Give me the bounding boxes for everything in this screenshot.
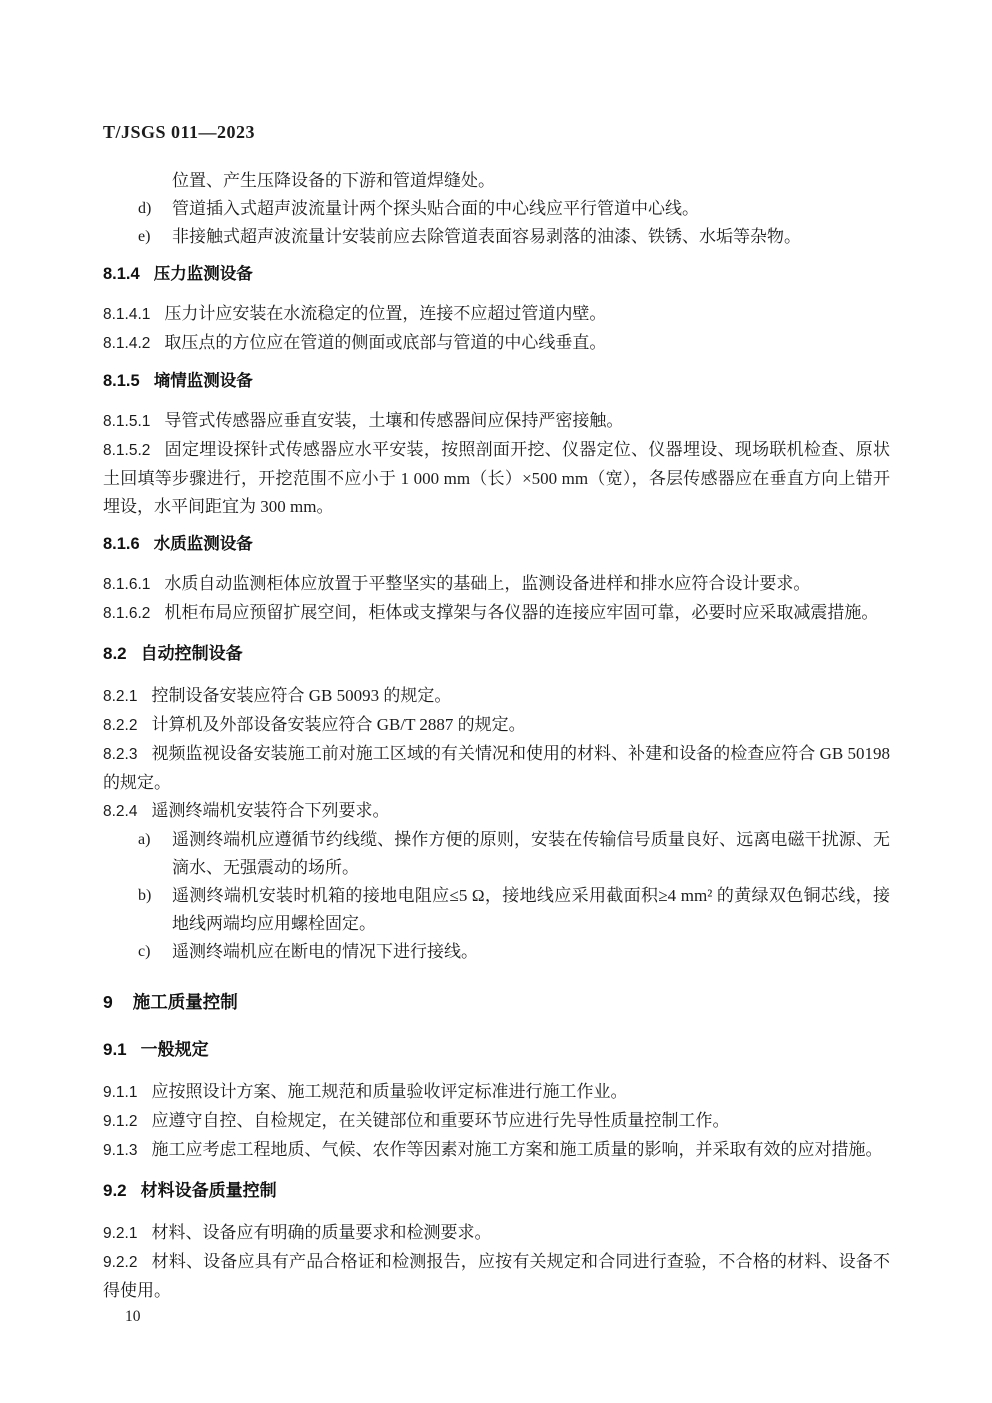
list-marker: e) xyxy=(138,228,151,245)
clause-text: 视频监视设备安装施工前对施工区域的有关情况和使用的材料、补建和设备的检查应符合 GB 50198的规定。 xyxy=(103,744,890,792)
clause-number: 9.2.2 xyxy=(103,1254,138,1271)
clause-number: 9.1.3 xyxy=(103,1142,138,1159)
clause-text: 导管式传感器应垂直安装，土壤和传感器间应保持严密接触。 xyxy=(164,411,624,430)
list-item-c xyxy=(103,938,890,966)
clause-9-1-2 xyxy=(103,1107,890,1136)
clause-text: 应按照设计方案、施工规范和质量验收评定标准进行施工作业。 xyxy=(151,1082,628,1101)
section-heading-8-1-6 xyxy=(103,532,890,556)
section-heading-9-1 xyxy=(103,1038,890,1062)
list-item-a xyxy=(103,826,890,882)
clause-number: 8.2.2 xyxy=(103,717,138,734)
clause-8-2-3 xyxy=(103,740,890,797)
clause-text: 机柜布局应预留扩展空间，柜体或支撑架与各仪器的连接应牢固可靠，必要时应采取减震措施。 xyxy=(164,603,879,622)
section-number: 9.2 xyxy=(103,1181,127,1200)
clause-text: 材料、设备应有明确的质量要求和检测要求。 xyxy=(151,1223,492,1242)
clause-9-2-2 xyxy=(103,1248,890,1305)
clause-text: 水质自动监测柜体应放置于平整坚实的基础上，监测设备进样和排水应符合设计要求。 xyxy=(164,574,811,593)
paragraph-text: 位置、产生压降设备的下游和管道焊缝处。 xyxy=(172,171,495,190)
section-title: 墒情监测设备 xyxy=(153,372,253,390)
clause-number: 8.2.1 xyxy=(103,688,138,705)
clause-text: 控制设备安装应符合 GB 50093 的规定。 xyxy=(151,686,452,705)
list-marker: a) xyxy=(138,831,151,848)
section-title: 自动控制设备 xyxy=(140,644,243,663)
clause-9-1-1 xyxy=(103,1078,890,1107)
section-heading-8-1-5 xyxy=(103,369,890,393)
clause-text: 压力计应安装在水流稳定的位置，连接不应超过管道内壁。 xyxy=(164,304,607,323)
clause-8-1-4-1 xyxy=(103,300,890,329)
clause-8-2-1 xyxy=(103,682,890,711)
list-item-d xyxy=(103,195,890,223)
list-text: 管道插入式超声波流量计两个探头贴合面的中心线应平行管道中心线。 xyxy=(172,199,699,218)
list-text: 遥测终端机安装时机箱的接地电阻应≤5 Ω，接地线应采用截面积≥4 mm² 的黄绿双色铜芯线，接地线两端均应用螺栓固定。 xyxy=(172,886,890,933)
section-title: 水质监测设备 xyxy=(153,535,253,553)
clause-number: 8.1.4.1 xyxy=(103,306,151,323)
section-heading-9-2 xyxy=(103,1179,890,1203)
clause-number: 8.1.5.1 xyxy=(103,413,151,430)
clause-number: 8.1.5.2 xyxy=(103,442,151,459)
clause-number: 8.2.3 xyxy=(103,746,138,763)
clause-8-2-4 xyxy=(103,797,890,826)
list-text: 遥测终端机应遵循节约线缆、操作方便的原则，安装在传输信号质量良好、远离电磁干扰源、无滴水、无强震动的场所。 xyxy=(172,830,890,877)
list-item-b xyxy=(103,882,890,938)
clause-number: 8.1.4.2 xyxy=(103,335,151,352)
list-text: 遥测终端机应在断电的情况下进行接线。 xyxy=(172,942,478,961)
paragraph-continuation xyxy=(103,167,890,195)
clause-8-1-5-1 xyxy=(103,407,890,436)
clause-text: 固定埋设探针式传感器应水平安装，按照剖面开挖、仪器定位、仪器埋设、现场联机检查、原状土回填等步骤进行，开挖范围不应小于 1 000 mm（长）×500 mm（宽），各层传感器应在垂直方向上错开埋设，水平间距宜为 300 mm。 xyxy=(103,440,890,516)
chapter-heading-9 xyxy=(103,990,890,1014)
clause-8-1-5-2 xyxy=(103,436,890,521)
clause-text: 施工应考虑工程地质、气候、农作等因素对施工方案和施工质量的影响，并采取有效的应对措施。 xyxy=(151,1140,883,1159)
clause-number: 9.1.1 xyxy=(103,1084,138,1101)
clause-number: 8.2.4 xyxy=(103,803,138,820)
clause-number: 8.1.6.1 xyxy=(103,576,151,593)
section-number: 8.2 xyxy=(103,644,127,663)
clause-8-1-6-1 xyxy=(103,570,890,599)
clause-9-2-1 xyxy=(103,1219,890,1248)
clause-text: 材料、设备应具有产品合格证和检测报告，应按有关规定和合同进行查验，不合格的材料、设备不得使用。 xyxy=(103,1252,890,1300)
section-title: 材料设备质量控制 xyxy=(140,1181,277,1200)
clause-9-1-3 xyxy=(103,1136,890,1165)
section-number: 8.1.6 xyxy=(103,535,140,553)
section-number: 8.1.5 xyxy=(103,372,140,390)
chapter-title: 施工质量控制 xyxy=(132,992,238,1012)
section-title: 一般规定 xyxy=(140,1040,209,1059)
list-text: 非接触式超声波流量计安装前应去除管道表面容易剥落的油漆、铁锈、水垢等杂物。 xyxy=(172,227,801,246)
page-number: 10 xyxy=(125,1308,141,1325)
clause-number: 8.1.6.2 xyxy=(103,605,151,622)
section-number: 9.1 xyxy=(103,1040,127,1059)
document-code: T/JSGS 011—2023 xyxy=(103,122,256,142)
clause-text: 应遵守自控、自检规定，在关键部位和重要环节应进行先导性质量控制工作。 xyxy=(151,1111,730,1130)
clause-8-2-2 xyxy=(103,711,890,740)
chapter-number: 9 xyxy=(103,992,113,1012)
clause-number: 9.2.1 xyxy=(103,1225,138,1242)
clause-number: 9.1.2 xyxy=(103,1113,138,1130)
clause-8-1-4-2 xyxy=(103,329,890,358)
list-marker: b) xyxy=(138,887,152,904)
list-marker: d) xyxy=(138,200,152,217)
section-number: 8.1.4 xyxy=(103,265,140,283)
clause-8-1-6-2 xyxy=(103,599,890,628)
clause-text: 取压点的方位应在管道的侧面或底部与管道的中心线垂直。 xyxy=(164,333,607,352)
section-heading-8-1-4 xyxy=(103,262,890,286)
clause-text: 计算机及外部设备安装应符合 GB/T 2887 的规定。 xyxy=(151,715,526,734)
clause-text: 遥测终端机安装符合下列要求。 xyxy=(151,801,390,820)
list-item-e xyxy=(103,223,890,251)
section-title: 压力监测设备 xyxy=(153,265,253,283)
section-heading-8-2 xyxy=(103,642,890,666)
list-marker: c) xyxy=(138,943,151,960)
